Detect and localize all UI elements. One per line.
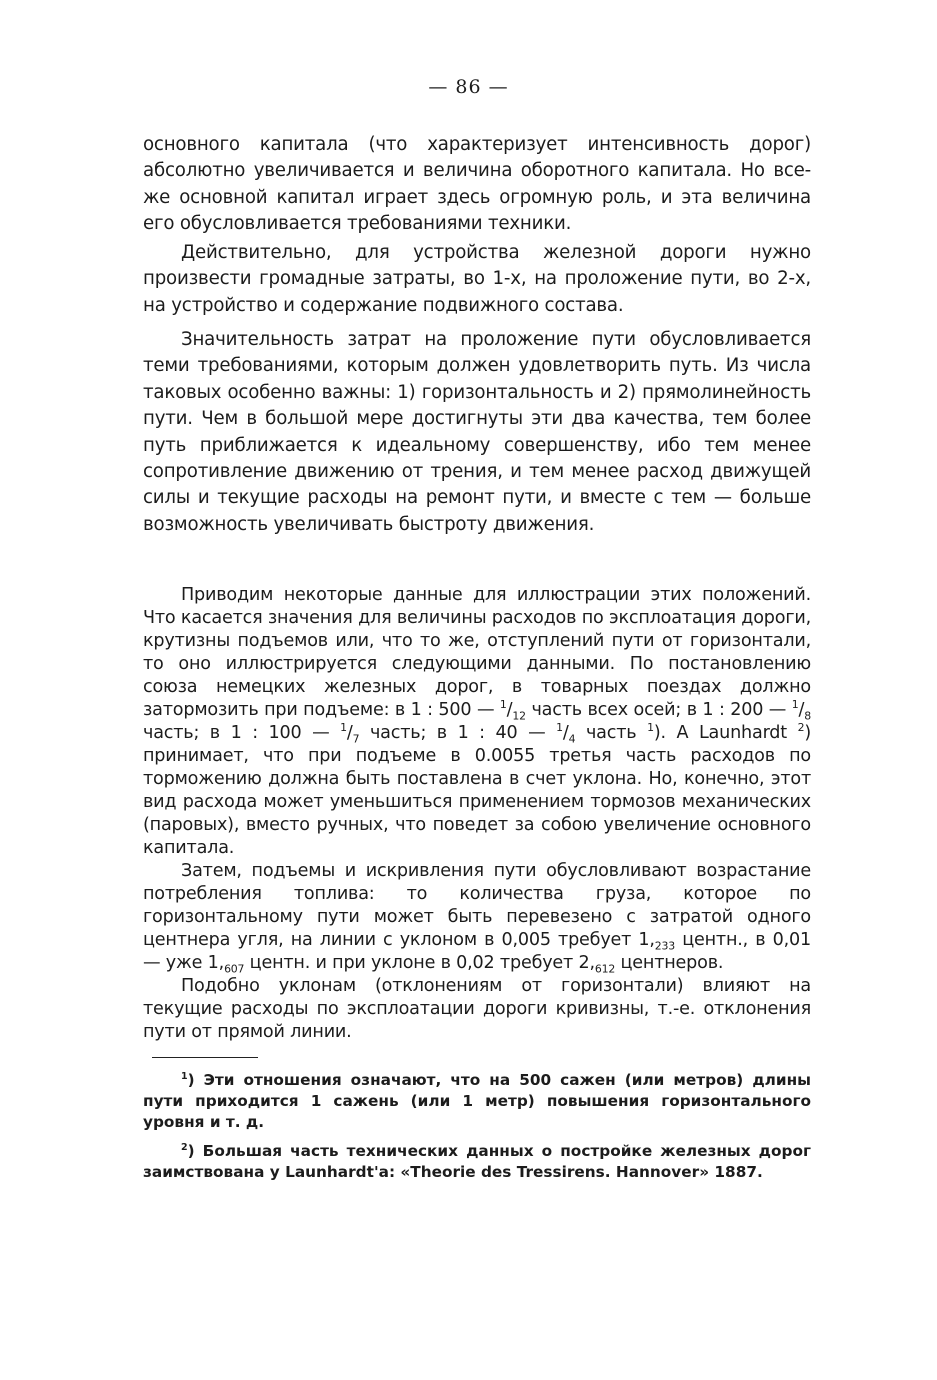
paragraph-braking-data: Приводим некоторые данные для иллюстрации этих положений. Что касается значения для величины расходов по эксплоатация дороги, крутизны подъемов или, что то же, отступлений пути от горизонтали, то оно иллюстрируется следующими данными. По постановлению союза немецких железных дорог, в товарных поездах должно затормозить при подъеме: в 1 : 500 — $^1/_{12}$ часть всех осей; в 1 : 200 — $^1/_8$ часть; в 1 : 100 — $^1/_7$ часть; в 1 : 40 — $^1/_4$ часть $^1$). A Launhardt $^2$) принимает, что при подъеме в 0.0055 третья часть расходов по торможению должна быть поставлена в счет уклона. Но, конечно, этот вид расхода может уменьшиться применением тормозов механических (паровых), вместо ручных, что поведет за собою увеличение основного капитала. xyxy=(143,585,811,858)
footnote-reference: 2 xyxy=(797,721,805,735)
braking-text-5: часть xyxy=(575,723,648,743)
fuel-subscript: 607 xyxy=(224,962,245,976)
text-block-capital xyxy=(143,132,811,238)
fraction-numerator: 1 xyxy=(340,721,347,735)
fuel-text-2: центн., в 0,01 — уже 1, xyxy=(143,930,811,973)
fraction-denominator: 4 xyxy=(568,732,576,746)
paragraph-capital: основного капитала (что характеризует интенсивность дорог) абсолютно увеличивается и величина оборотного капитала. Но все-же основной капитал играет здесь огромную роль, и эта величина его обусловливается требованиями техники. xyxy=(143,134,811,235)
footnote-mark: 2 xyxy=(181,1141,188,1153)
braking-text-2: часть всех осей; в 1 : 200 — xyxy=(525,700,792,720)
fraction-denominator: 7 xyxy=(352,732,360,746)
fuel-text-4: центнеров. xyxy=(615,953,724,973)
braking-text-7: ) принимает, что при подъеме в 0.0055 третья часть расходов по торможению должна быть поставлена в счет уклона. Но, конечно, этот вид расхода может уменьшиться применением тормозов механических (паровых), вместо ручных, что поведет за собою увеличение основного капитала. xyxy=(143,723,811,858)
fraction-denominator: 12 xyxy=(512,709,526,723)
footnote-text: ) Эти отношения означают, что на 500 сажен (или метров) длины пути приходится 1 сажень (или 1 метр) повышения горизонтального уровня и т. д. xyxy=(143,1071,811,1132)
fuel-subscript: 612 xyxy=(594,962,616,976)
fuel-subscript: 233 xyxy=(654,939,676,953)
footnote-reference: 1 xyxy=(647,721,654,735)
footnotes xyxy=(143,1070,811,1183)
fuel-text-1: Затем, подъемы и искривления пути обусловливают возрастание потребления топлива: то количества груза, которое по горизонтальному пути может быть перевезено с затратой одного центнера угля, на линии с уклоном в 0,005 требует 1, xyxy=(143,861,811,950)
paragraph-curvature: Подобно уклонам (отклонениям от горизонтали) влияют на текущие расходы по эксплоатации дороги кривизны, т.-е. отклонения пути от прямой линии. xyxy=(143,976,811,1042)
footnote-mark: 1 xyxy=(181,1070,188,1082)
text-block-requirements xyxy=(143,327,811,538)
page-number: — 86 — xyxy=(428,76,509,98)
footnote-2 xyxy=(143,1141,811,1183)
fraction-numerator: 1 xyxy=(499,698,507,712)
braking-text-1: Приводим некоторые данные для иллюстрации этих положений. Что касается значения для величины расходов по эксплоатация дороги, крутизны подъемов или, что то же, отступлений пути от горизонтали, то оно иллюстрируется следующими данными. По постановлению союза немецких железных дорог, в товарных поездах должно затормозить при подъеме: в 1 : 500 — xyxy=(143,585,811,720)
fraction-numerator: 1 xyxy=(556,721,563,735)
paragraph-costs: Действительно, для устройства железной дороги нужно произвести громадные затраты, во 1-х, на проложение пути, во 2-х, на устройство и содержание подвижного состава. xyxy=(143,242,811,316)
paragraph-fuel xyxy=(143,860,811,975)
text-block-data xyxy=(143,584,811,1044)
footnote-1 xyxy=(143,1070,811,1134)
braking-text-6: ). A Launhardt xyxy=(653,723,798,743)
paragraph-requirements: Значительность затрат на проложение пути обусловливается теми требованиями, которым должен удовлетворить путь. Из числа таковых особенно важны: 1) горизонтальность и 2) прямолинейность пути. Чем в большой мере достигнуты эти два качества, тем более путь приближается к идеальному совершенству, ибо тем менее сопротивление движению от трения, и тем менее расход движущей силы и текущие расходы на ремонт пути, и вместе с тем — больше возможность увеличивать быстроту движения. xyxy=(143,329,811,535)
text-block-costs xyxy=(143,240,811,319)
fuel-text-3: центн. и при уклоне в 0,02 требует 2, xyxy=(244,953,595,973)
fraction-denominator: 8 xyxy=(804,709,811,723)
braking-text-3: часть; в 1 : 100 — xyxy=(143,723,341,743)
footnote-divider xyxy=(152,1057,258,1058)
fraction-numerator: 1 xyxy=(791,698,799,712)
braking-text-4: часть; в 1 : 40 — xyxy=(359,723,557,743)
footnote-text: ) Большая часть технических данных о постройке железных дорог заимствована у Launhardt'a: «Theorie des Tressirens. Hannover» 1887. xyxy=(143,1141,811,1181)
